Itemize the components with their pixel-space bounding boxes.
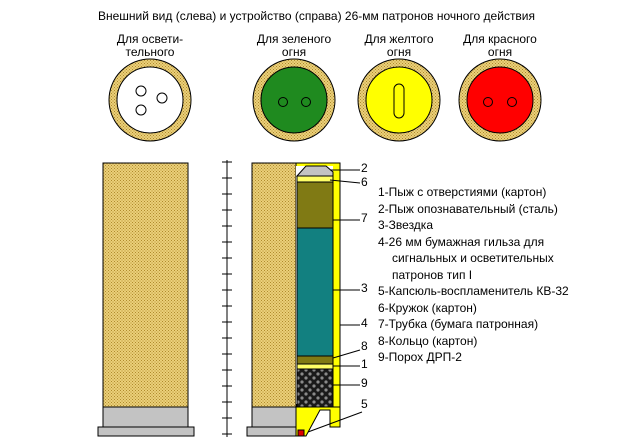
caption-line: Для желтого xyxy=(364,32,434,46)
legend-item-2: 2-Пыж опознавательный (сталь) xyxy=(378,201,558,216)
callout-5: 5 xyxy=(361,397,368,411)
cartridge-section xyxy=(247,163,340,436)
legend-item-6: 6-Кружок (картон) xyxy=(378,300,477,315)
primer-icon xyxy=(298,430,304,436)
face-yellow xyxy=(358,59,440,141)
caption-yellow xyxy=(349,33,449,59)
caption-line: огня xyxy=(487,45,513,59)
legend-item-8: 8-Кольцо (картон) xyxy=(378,333,478,348)
hole-icon xyxy=(157,93,167,103)
caption-line: Для зеленого xyxy=(256,32,332,46)
callout-numbers xyxy=(361,161,368,411)
caption-line: Для красного xyxy=(463,32,537,46)
callout-7: 7 xyxy=(361,211,368,225)
callout-9: 9 xyxy=(361,376,368,390)
legend-item-9: 9-Порох ДРП-2 xyxy=(378,350,462,364)
callout-4: 4 xyxy=(361,316,368,330)
face-red xyxy=(459,59,541,141)
caption-line: огня xyxy=(386,45,412,59)
hole-icon xyxy=(136,86,146,96)
legend-item-4-cont: сигнальных и осветительных xyxy=(392,251,554,265)
legend-item-4-cont: патронов тип I xyxy=(392,267,473,282)
legend-item-5: 5-Капсюль-воспламенитель КВ-32 xyxy=(378,284,569,298)
legend-item-3: 3-Звездка xyxy=(378,218,433,232)
caption-red xyxy=(450,33,550,59)
callout-1: 1 xyxy=(361,357,368,371)
caption-line: Для освети- xyxy=(116,32,184,46)
page-title: Внешний вид (слева) и устройство (справа) 26-мм патронов ночного действия xyxy=(98,9,536,23)
legend-item-4: 4-26 мм бумажная гильза для xyxy=(378,234,545,249)
legend xyxy=(378,184,569,366)
callout-8: 8 xyxy=(361,339,368,353)
face-illuminating xyxy=(109,59,191,141)
legend-item-1: 1-Пыж с отверстиями (картон) xyxy=(378,185,547,199)
caption-green xyxy=(244,33,344,59)
cartridge-exterior xyxy=(98,163,194,436)
legend-item-7: 7-Трубка (бумага патронная) xyxy=(378,317,539,331)
caption-illuminating xyxy=(100,33,200,59)
caption-line: тельного xyxy=(125,45,175,59)
scale-ruler xyxy=(222,160,232,437)
callout-2: 2 xyxy=(361,161,368,175)
caption-line: огня xyxy=(281,45,307,59)
callout-3: 3 xyxy=(361,281,368,295)
face-green xyxy=(253,59,335,141)
hole-icon xyxy=(136,105,146,115)
callout-6: 6 xyxy=(361,175,368,189)
